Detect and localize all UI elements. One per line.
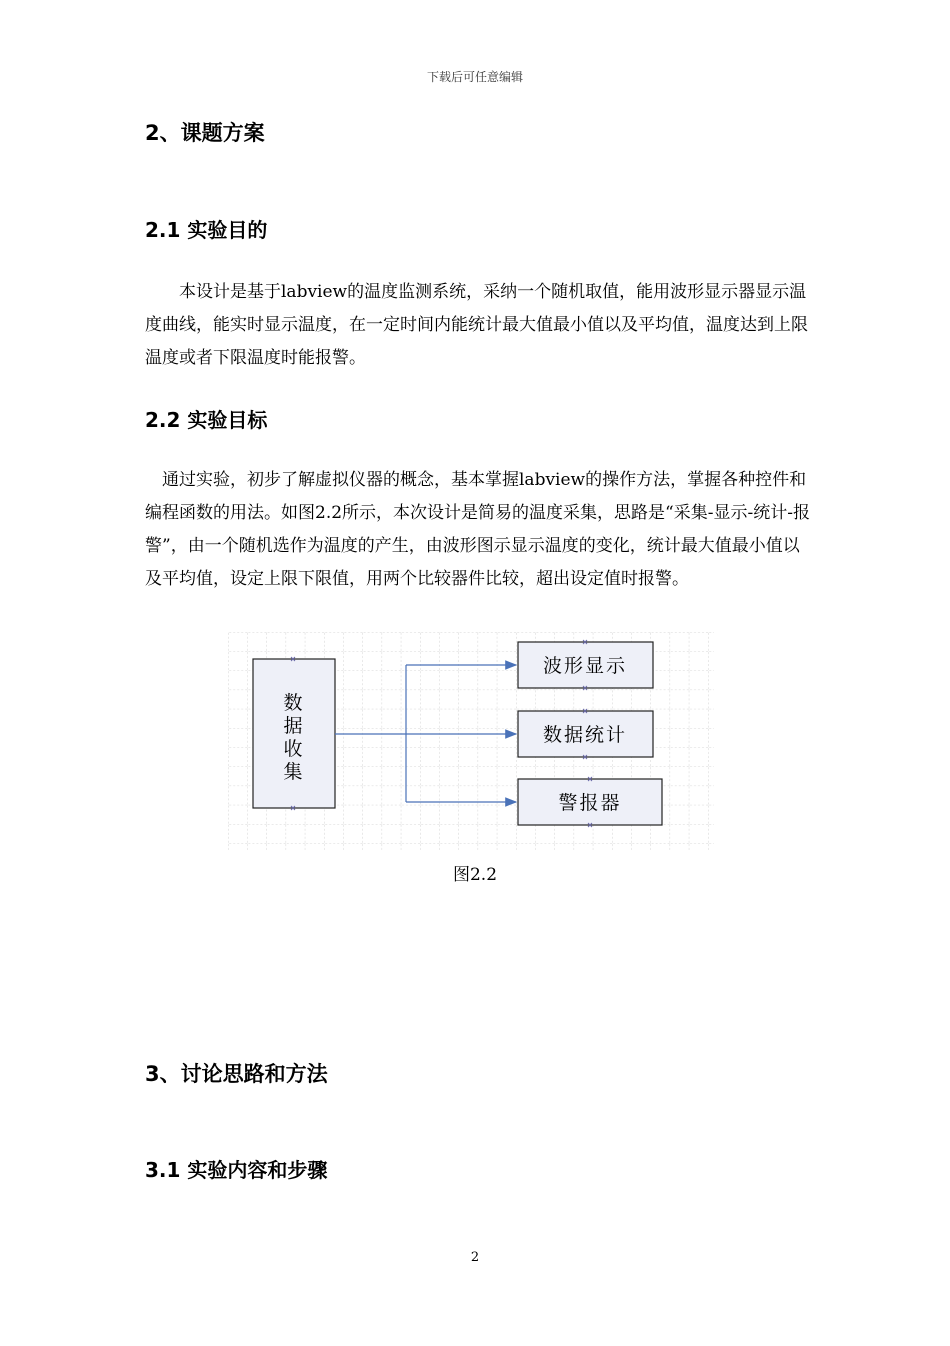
target-label-1: 波形显示 [542,655,628,677]
section-2-1-paragraph: 本设计是基于labview的温度监测系统，采纳一个随机取值，能用波形显示器显示温度曲线，能实时显示温度，在一定时间内能统计最大值最小值以及平均值，温度达到上限温度或者下限温度时能报警。 [145,282,808,368]
waveform-display-block [518,642,653,688]
section-2-1-title: 2.1 实验目的 [145,218,268,242]
source-char-3: 收 [283,738,305,760]
source-char-4: 集 [283,761,305,783]
source-char-1: 数 [283,692,305,714]
target-label-3: 警报器 [558,792,622,814]
section-3-title: 3、讨论思路和方法 [145,1062,328,1086]
section-2-title: 2、课题方案 [145,121,265,145]
target-label-2: 数据统计 [542,724,628,746]
data-statistics-block [518,711,653,757]
flow-diagram [228,632,714,850]
section-2-2-paragraph: 通过实验，初步了解虚拟仪器的概念，基本掌握labview的操作方法，掌握各种控件和编程函数的用法。如图2.2所示，本次设计是简易的温度采集，思路是“采集-显示-统计-报警”，由一个随机选作为温度的产生，由波形图示显示温度的变化，统计最大值最小值以及平均值，设定上限下限值，用两个比较器件比较，超出设定值时报警。 [145,470,810,589]
page-number: 2 [470,1250,480,1265]
data-collection-block [253,659,335,808]
page-header: 下载后可任意编辑 [426,70,523,84]
alarm-block [518,779,662,825]
section-2-2-title: 2.2 实验目标 [145,408,268,432]
figure-caption: 图2.2 [452,865,498,885]
source-char-2: 据 [283,715,305,737]
section-3-1-title: 3.1 实验内容和步骤 [145,1158,328,1182]
